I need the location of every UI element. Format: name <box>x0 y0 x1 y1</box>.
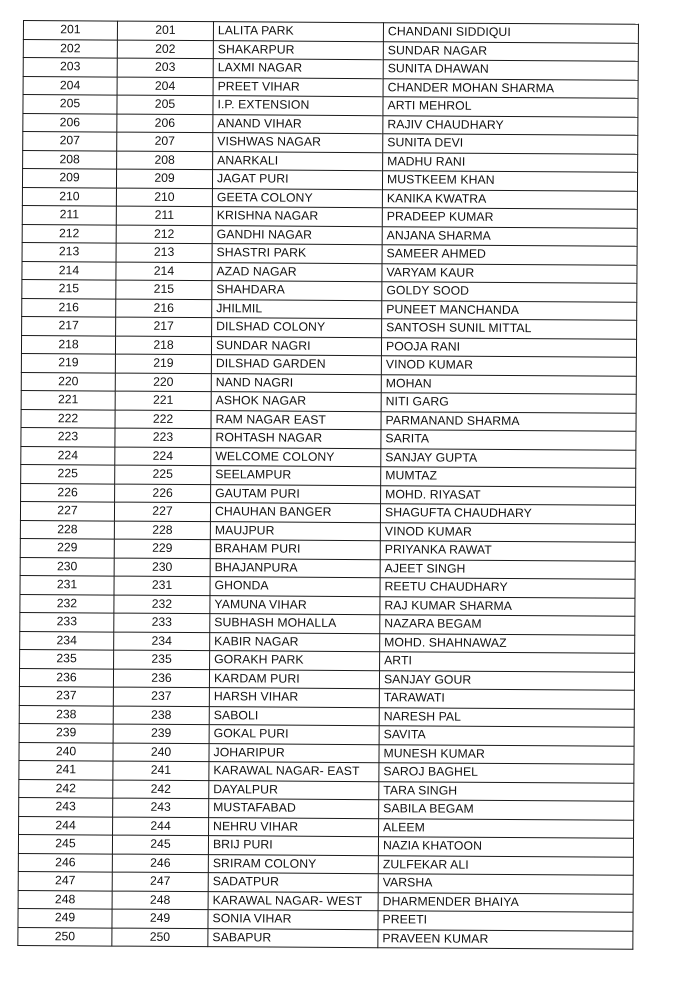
ward-number-cell: 240 <box>113 743 209 762</box>
serial-number-cell: 246 <box>18 853 112 872</box>
councillor-name-cell: ZULFEKAR ALI <box>378 855 633 875</box>
councillor-name-cell: MUMTAZ <box>381 467 636 487</box>
councillor-name-cell: DHARMENDER BHAIYA <box>378 892 633 912</box>
ward-name-cell: GOKAL PURI <box>209 725 379 745</box>
serial-number-cell: 230 <box>20 557 114 576</box>
councillor-name-cell: SAVITA <box>379 726 634 746</box>
serial-number-cell: 219 <box>21 353 115 372</box>
ward-name-cell: RAM NAGAR EAST <box>211 410 381 430</box>
ward-name-cell: SHAHDARA <box>212 281 382 301</box>
councillor-name-cell: ARTI <box>380 652 635 672</box>
councillor-name-cell: PRADEEP KUMAR <box>382 208 637 228</box>
ward-name-cell: BHAJANPURA <box>210 558 380 578</box>
councillor-name-cell: PARMANAND SHARMA <box>381 411 636 431</box>
councillor-name-cell: MOHAN <box>381 374 636 394</box>
ward-number-cell: 236 <box>113 669 209 688</box>
ward-number-cell: 246 <box>112 854 208 873</box>
ward-name-cell: ANARKALI <box>213 151 383 171</box>
ward-name-cell: BRIJ PURI <box>208 836 378 856</box>
ward-number-cell: 247 <box>112 872 208 891</box>
ward-name-cell: SRIRAM COLONY <box>208 854 378 874</box>
ward-number-cell: 241 <box>113 761 209 780</box>
ward-number-cell: 229 <box>114 539 210 558</box>
ward-name-cell: WELCOME COLONY <box>211 447 381 467</box>
ward-name-cell: JOHARIPUR <box>209 743 379 763</box>
councillor-name-cell: MOHD. RIYASAT <box>381 485 636 505</box>
ward-name-cell: NEHRU VIHAR <box>209 817 379 837</box>
councillor-name-cell: NARESH PAL <box>379 707 634 727</box>
councillor-name-cell: SABILA BEGAM <box>379 800 634 820</box>
councillor-name-cell: NAZARA BEGAM <box>380 615 635 635</box>
serial-number-cell: 234 <box>20 631 114 650</box>
serial-number-cell: 226 <box>21 483 115 502</box>
serial-number-cell: 231 <box>20 575 114 594</box>
councillor-name-cell: VINOD KUMAR <box>381 356 636 376</box>
ward-number-cell: 214 <box>116 262 212 281</box>
serial-number-cell: 214 <box>22 261 116 280</box>
serial-number-cell: 235 <box>20 649 114 668</box>
serial-number-cell: 233 <box>20 612 114 631</box>
serial-number-cell: 209 <box>22 169 116 188</box>
ward-number-cell: 233 <box>114 613 210 632</box>
serial-number-cell: 211 <box>22 205 116 224</box>
ward-name-cell: GEETA COLONY <box>212 188 382 208</box>
councillor-name-cell: MADHU RANI <box>383 152 638 172</box>
councillor-name-cell: TARA SINGH <box>379 781 634 801</box>
serial-number-cell: 204 <box>23 76 117 95</box>
ward-number-cell: 235 <box>114 650 210 669</box>
ward-number-cell: 244 <box>113 817 209 836</box>
ward-number-cell: 212 <box>116 225 212 244</box>
councillor-name-cell: PUNEET MANCHANDA <box>382 300 637 320</box>
ward-name-cell: LAXMI NAGAR <box>213 59 383 79</box>
serial-number-cell: 218 <box>21 335 115 354</box>
ward-number-cell: 226 <box>115 484 211 503</box>
councillor-name-cell: SARITA <box>381 430 636 450</box>
ward-name-cell: MUSTAFABAD <box>209 799 379 819</box>
ward-name-cell: SONIA VIHAR <box>208 910 378 930</box>
ward-name-cell: LALITA PARK <box>213 22 383 42</box>
serial-number-cell: 201 <box>23 21 117 40</box>
serial-number-cell: 239 <box>19 723 113 742</box>
ward-number-cell: 213 <box>116 243 212 262</box>
serial-number-cell: 243 <box>19 797 113 816</box>
serial-number-cell: 237 <box>19 686 113 705</box>
ward-number-cell: 234 <box>114 632 210 651</box>
councillor-name-cell: SANTOSH SUNIL MITTAL <box>382 319 637 339</box>
serial-number-cell: 206 <box>23 113 117 132</box>
ward-name-cell: ASHOK NAGAR <box>211 392 381 412</box>
serial-number-cell: 228 <box>20 520 114 539</box>
councillor-name-cell: VARYAM KAUR <box>382 263 637 283</box>
ward-name-cell: KARDAM PURI <box>209 669 379 689</box>
serial-number-cell: 213 <box>22 242 116 261</box>
councillor-name-cell: NITI GARG <box>381 393 636 413</box>
councillor-name-cell: POOJA RANI <box>381 337 636 357</box>
ward-name-cell: KARAWAL NAGAR- EAST <box>209 762 379 782</box>
serial-number-cell: 249 <box>18 908 112 927</box>
serial-number-cell: 220 <box>21 372 115 391</box>
serial-number-cell: 238 <box>19 705 113 724</box>
serial-number-cell: 207 <box>23 132 117 151</box>
councillor-name-cell: SHAGUFTA CHAUDHARY <box>380 504 635 524</box>
councillor-name-cell: SUNDAR NAGAR <box>383 41 638 61</box>
ward-number-cell: 227 <box>114 502 210 521</box>
ward-number-cell: 216 <box>116 299 212 318</box>
ward-name-cell: SUBHASH MOHALLA <box>210 614 380 634</box>
ward-number-cell: 223 <box>115 428 211 447</box>
councillor-name-cell: ALEEM <box>379 818 634 838</box>
ward-name-cell: AZAD NAGAR <box>212 262 382 282</box>
ward-number-cell: 245 <box>112 835 208 854</box>
ward-name-cell: DILSHAD COLONY <box>212 318 382 338</box>
ward-name-cell: BRAHAM PURI <box>210 540 380 560</box>
councillor-name-cell: PREETI <box>378 911 633 931</box>
councillor-name-cell: VARSHA <box>378 874 633 894</box>
ward-name-cell: ANAND VIHAR <box>213 114 383 134</box>
ward-name-cell: ROHTASH NAGAR <box>211 429 381 449</box>
serial-number-cell: 250 <box>18 927 112 946</box>
serial-number-cell: 232 <box>20 594 114 613</box>
ward-number-cell: 242 <box>113 780 209 799</box>
ward-number-cell: 209 <box>116 169 212 188</box>
ward-number-cell: 203 <box>117 58 213 77</box>
ward-number-cell: 225 <box>115 465 211 484</box>
councillor-name-cell: AJEET SINGH <box>380 559 635 579</box>
ward-name-cell: SHAKARPUR <box>213 40 383 60</box>
ward-number-cell: 210 <box>116 188 212 207</box>
ward-name-cell: SADATPUR <box>208 873 378 893</box>
ward-number-cell: 237 <box>113 687 209 706</box>
ward-number-cell: 239 <box>113 724 209 743</box>
councillor-name-cell: MUNESH KUMAR <box>379 744 634 764</box>
serial-number-cell: 241 <box>19 760 113 779</box>
serial-number-cell: 229 <box>20 538 114 557</box>
councillor-name-cell: NAZIA KHATOON <box>378 837 633 857</box>
ward-name-cell: SUNDAR NAGRI <box>211 336 381 356</box>
serial-number-cell: 205 <box>23 95 117 114</box>
councillor-name-cell: ARTI MEHROL <box>383 97 638 117</box>
ward-number-cell: 224 <box>115 447 211 466</box>
councillor-name-cell: RAJIV CHAUDHARY <box>383 115 638 135</box>
serial-number-cell: 227 <box>20 501 114 520</box>
ward-name-cell: SABAPUR <box>208 928 378 948</box>
councillor-name-cell: CHANDER MOHAN SHARMA <box>383 78 638 98</box>
councillor-name-cell: PRAVEEN KUMAR <box>378 929 633 949</box>
ward-number-cell: 201 <box>117 21 213 40</box>
ward-table <box>17 20 639 950</box>
serial-number-cell: 210 <box>22 187 116 206</box>
ward-name-cell: GORAKH PARK <box>210 651 380 671</box>
ward-name-cell: GANDHI NAGAR <box>212 225 382 245</box>
ward-name-cell: VISHWAS NAGAR <box>213 133 383 153</box>
ward-name-cell: YAMUNA VIHAR <box>210 595 380 615</box>
ward-number-cell: 249 <box>112 909 208 928</box>
ward-number-cell: 207 <box>117 132 213 151</box>
councillor-name-cell: SANJAY GOUR <box>379 670 634 690</box>
ward-number-cell: 215 <box>116 280 212 299</box>
ward-number-cell: 219 <box>115 354 211 373</box>
ward-name-cell: CHAUHAN BANGER <box>210 503 380 523</box>
ward-name-cell: SEELAMPUR <box>211 466 381 486</box>
ward-name-cell: SABOLI <box>209 706 379 726</box>
ward-number-cell: 222 <box>115 410 211 429</box>
councillor-name-cell: ANJANA SHARMA <box>382 226 637 246</box>
ward-name-cell: GAUTAM PURI <box>211 484 381 504</box>
councillor-name-cell: SANJAY GUPTA <box>381 448 636 468</box>
serial-number-cell: 208 <box>23 150 117 169</box>
councillor-name-cell: TARAWATI <box>379 689 634 709</box>
ward-name-cell: JHILMIL <box>212 299 382 319</box>
serial-number-cell: 223 <box>21 427 115 446</box>
councillor-name-cell: KANIKA KWATRA <box>382 189 637 209</box>
ward-number-cell: 238 <box>113 706 209 725</box>
serial-number-cell: 236 <box>19 668 113 687</box>
serial-number-cell: 221 <box>21 390 115 409</box>
councillor-name-cell: REETU CHAUDHARY <box>380 578 635 598</box>
ward-name-cell: I.P. EXTENSION <box>213 96 383 116</box>
ward-number-cell: 205 <box>117 95 213 114</box>
serial-number-cell: 247 <box>18 871 112 890</box>
serial-number-cell: 203 <box>23 58 117 77</box>
ward-number-cell: 217 <box>116 317 212 336</box>
serial-number-cell: 212 <box>22 224 116 243</box>
ward-name-cell: JAGAT PURI <box>212 170 382 190</box>
ward-name-cell: KARAWAL NAGAR- WEST <box>208 891 378 911</box>
serial-number-cell: 217 <box>22 316 116 335</box>
councillor-name-cell: CHANDANI SIDDIQUI <box>383 23 638 43</box>
serial-number-cell: 222 <box>21 409 115 428</box>
ward-number-cell: 221 <box>115 391 211 410</box>
serial-number-cell: 215 <box>22 279 116 298</box>
councillor-name-cell: RAJ KUMAR SHARMA <box>380 596 635 616</box>
councillor-name-cell: SUNITA DEVI <box>383 134 638 154</box>
ward-name-cell: DAYALPUR <box>209 780 379 800</box>
ward-number-cell: 228 <box>114 521 210 540</box>
councillor-name-cell: SUNITA DHAWAN <box>383 60 638 80</box>
ward-table-body <box>18 21 639 950</box>
councillor-name-cell: SAROJ BAGHEL <box>379 763 634 783</box>
ward-number-cell: 206 <box>117 114 213 133</box>
ward-name-cell: MAUJPUR <box>210 521 380 541</box>
ward-number-cell: 211 <box>116 206 212 225</box>
ward-number-cell: 218 <box>115 336 211 355</box>
ward-number-cell: 243 <box>113 798 209 817</box>
serial-number-cell: 248 <box>18 890 112 909</box>
serial-number-cell: 225 <box>21 464 115 483</box>
ward-number-cell: 204 <box>117 77 213 96</box>
serial-number-cell: 242 <box>19 779 113 798</box>
councillor-name-cell: SAMEER AHMED <box>382 245 637 265</box>
serial-number-cell: 244 <box>19 816 113 835</box>
table-row <box>18 927 633 949</box>
serial-number-cell: 245 <box>18 834 112 853</box>
serial-number-cell: 224 <box>21 446 115 465</box>
serial-number-cell: 216 <box>22 298 116 317</box>
councillor-name-cell: MOHD. SHAHNAWAZ <box>380 633 635 653</box>
ward-number-cell: 232 <box>114 595 210 614</box>
councillor-name-cell: GOLDY SOOD <box>382 282 637 302</box>
ward-number-cell: 220 <box>115 373 211 392</box>
ward-number-cell: 230 <box>114 558 210 577</box>
ward-number-cell: 250 <box>112 928 208 947</box>
ward-number-cell: 248 <box>112 891 208 910</box>
serial-number-cell: 202 <box>23 39 117 58</box>
serial-number-cell: 240 <box>19 742 113 761</box>
ward-name-cell: SHASTRI PARK <box>212 244 382 264</box>
ward-name-cell: KRISHNA NAGAR <box>212 207 382 227</box>
ward-name-cell: KABIR NAGAR <box>210 632 380 652</box>
ward-name-cell: HARSH VIHAR <box>209 688 379 708</box>
ward-name-cell: DILSHAD GARDEN <box>211 355 381 375</box>
councillor-name-cell: MUSTKEEM KHAN <box>382 171 637 191</box>
ward-number-cell: 202 <box>117 40 213 59</box>
ward-name-cell: NAND NAGRI <box>211 373 381 393</box>
ward-number-cell: 208 <box>117 151 213 170</box>
ward-name-cell: PREET VIHAR <box>213 77 383 97</box>
councillor-name-cell: VINOD KUMAR <box>380 522 635 542</box>
ward-name-cell: GHONDA <box>210 577 380 597</box>
councillor-name-cell: PRIYANKA RAWAT <box>380 541 635 561</box>
ward-number-cell: 231 <box>114 576 210 595</box>
